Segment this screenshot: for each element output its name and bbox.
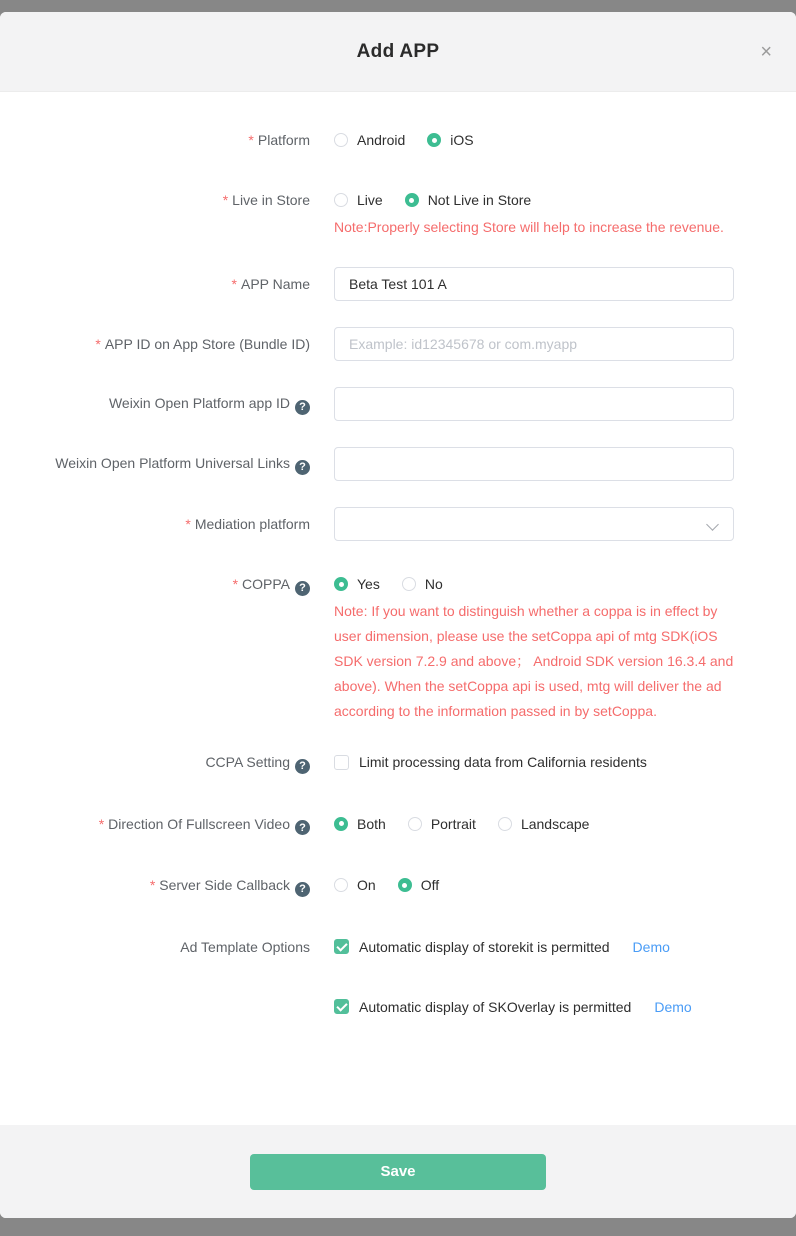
close-icon[interactable]: × (760, 40, 772, 63)
help-icon[interactable]: ? (295, 460, 310, 475)
live-option-live[interactable]: Live (334, 192, 383, 208)
app-name-input[interactable] (334, 267, 734, 301)
coppa-radio-group (334, 574, 736, 594)
ad-template-options-label: Ad Template Options (180, 938, 310, 955)
ccpa-row (0, 752, 796, 774)
radio-unchecked-icon[interactable] (402, 577, 416, 591)
direction-label: * Direction Of Fullscreen Video ? (0, 814, 310, 836)
weixin-universal-links-row (0, 447, 796, 481)
direction-fullscreen-video-row (0, 814, 796, 836)
weixin-universal-links-label: Weixin Open Platform Universal Links ? (0, 453, 310, 475)
radio-unchecked-icon[interactable] (334, 878, 348, 892)
radio-unchecked-icon[interactable] (408, 817, 422, 831)
live-in-store-note: Note:Properly selecting Store will help to increase the revenue. (334, 219, 724, 235)
required-mark: * (185, 516, 191, 532)
platform-radio-group (334, 130, 474, 150)
app-id-row (0, 327, 796, 361)
required-mark: * (231, 276, 237, 292)
direction-option-portrait[interactable]: Portrait (408, 816, 476, 832)
checkbox-checked-icon[interactable] (334, 939, 349, 954)
app-name-label: * APP Name (231, 276, 310, 292)
radio-unchecked-icon[interactable] (498, 817, 512, 831)
help-icon[interactable]: ? (295, 820, 310, 835)
coppa-note: Note: If you want to distinguish whether a coppa is in effect by user dimension, please use the setCoppa api of mtg SDK(iOS SDK version 7.2.9 and above； Android SDK version 16.3.4 and above). When the setCoppa api is used, mtg will deliver the ad according to the information passed in by setCoppa. (334, 603, 734, 719)
server-callback-radio-group (334, 875, 439, 895)
live-in-store-row (0, 190, 796, 240)
app-name-row (0, 267, 796, 301)
weixin-app-id-input[interactable] (334, 387, 734, 421)
checkbox-checked-icon[interactable] (334, 999, 349, 1014)
coppa-row (0, 574, 796, 724)
direction-radio-group (334, 814, 589, 834)
checkbox-unchecked-icon[interactable] (334, 755, 349, 770)
app-id-label: * APP ID on App Store (Bundle ID) (95, 336, 310, 352)
modal-header (0, 12, 796, 92)
radio-unchecked-icon[interactable] (334, 193, 348, 207)
radio-checked-icon[interactable] (334, 577, 348, 591)
mediation-platform-select[interactable] (334, 507, 734, 541)
skoverlay-demo-link[interactable]: Demo (654, 998, 692, 1015)
add-app-modal (0, 12, 796, 1218)
modal-footer (0, 1125, 796, 1218)
radio-checked-icon[interactable] (334, 817, 348, 831)
direction-option-landscape[interactable]: Landscape (498, 816, 590, 832)
ccpa-label: CCPA Setting ? (0, 752, 310, 774)
required-mark: * (149, 877, 156, 893)
ad-template-options-row-2 (0, 997, 796, 1017)
weixin-app-id-label: Weixin Open Platform app ID ? (0, 393, 310, 415)
storekit-checkbox-row (334, 937, 670, 957)
help-icon[interactable]: ? (295, 759, 310, 774)
coppa-control (334, 574, 736, 724)
platform-label: * Platform (248, 132, 310, 148)
coppa-option-yes[interactable]: Yes (334, 576, 380, 592)
radio-checked-icon[interactable] (427, 133, 441, 147)
required-mark: * (98, 815, 105, 832)
coppa-label: * COPPA ? (0, 574, 310, 596)
platform-option-android[interactable]: Android (334, 132, 405, 148)
coppa-option-no[interactable]: No (402, 576, 443, 592)
storekit-demo-link[interactable]: Demo (632, 938, 670, 955)
server-side-callback-row (0, 875, 796, 897)
live-option-not-live[interactable]: Not Live in Store (405, 192, 532, 208)
skoverlay-checkbox-label: Automatic display of SKOverlay is permitted (359, 998, 632, 1015)
required-mark: * (222, 192, 229, 208)
mediation-platform-label: * Mediation platform (185, 516, 310, 532)
required-mark: * (95, 336, 101, 352)
modal-title: Add APP (356, 40, 440, 62)
ccpa-checkbox-row (334, 752, 647, 772)
server-side-callback-label: * Server Side Callback ? (0, 875, 310, 897)
ccpa-checkbox-label: Limit processing data from California residents (359, 754, 647, 770)
radio-checked-icon[interactable] (405, 193, 419, 207)
help-icon[interactable]: ? (295, 400, 310, 415)
weixin-app-id-row (0, 387, 796, 421)
save-button[interactable]: Save (250, 1154, 546, 1190)
ad-template-options-row-1 (0, 937, 796, 957)
help-icon[interactable]: ? (295, 882, 310, 897)
server-callback-option-on[interactable]: On (334, 877, 376, 893)
help-icon[interactable]: ? (295, 581, 310, 596)
skoverlay-checkbox-row (334, 997, 692, 1017)
radio-checked-icon[interactable] (398, 878, 412, 892)
weixin-universal-links-input[interactable] (334, 447, 734, 481)
live-in-store-radio-group (334, 190, 736, 210)
mediation-platform-row (0, 507, 796, 541)
live-in-store-label: * Live in Store (222, 192, 310, 208)
chevron-down-icon (706, 518, 719, 531)
storekit-checkbox-label: Automatic display of storekit is permitted (359, 938, 610, 955)
server-callback-option-off[interactable]: Off (398, 877, 439, 893)
required-mark: * (232, 576, 239, 592)
live-in-store-control (334, 190, 736, 240)
app-id-input[interactable] (334, 327, 734, 361)
platform-row (0, 130, 796, 150)
required-mark: * (248, 132, 254, 148)
platform-option-ios[interactable]: iOS (427, 132, 473, 148)
modal-body (0, 92, 796, 1125)
radio-unchecked-icon[interactable] (334, 133, 348, 147)
direction-option-both[interactable]: Both (334, 816, 386, 832)
